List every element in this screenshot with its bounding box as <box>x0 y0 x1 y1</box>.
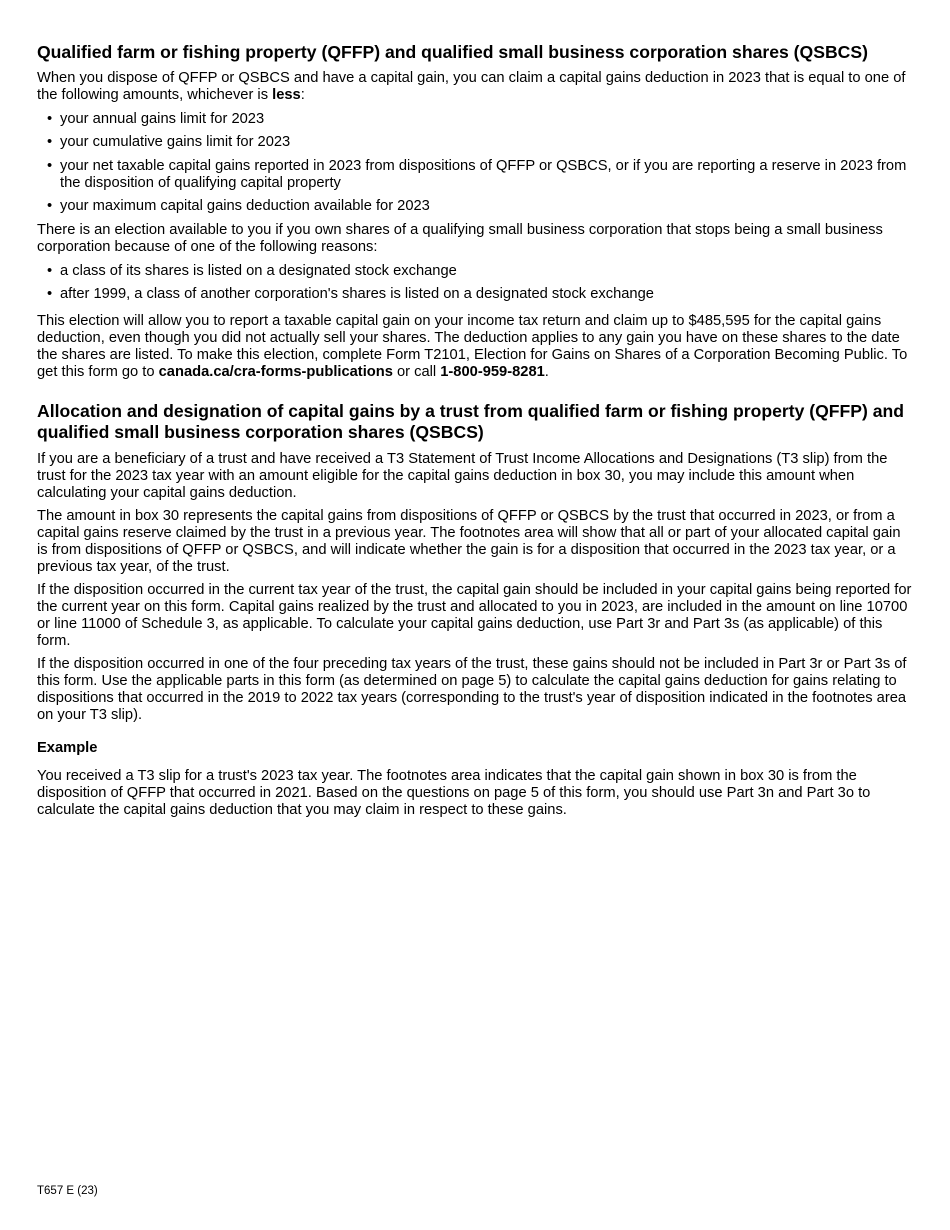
list-item <box>37 198 915 215</box>
form-code-footer: T657 E (23) <box>37 1185 98 1197</box>
list-item <box>37 263 915 280</box>
list-item <box>37 158 915 192</box>
qffp-intro-paragraph <box>37 70 915 104</box>
intro-bold-less: less <box>272 86 301 103</box>
document-page <box>37 42 915 825</box>
intro-colon: : <box>300 86 305 103</box>
phone-number: 1-800-959-8281 <box>440 364 545 380</box>
beneficiary-paragraph: If you are a beneficiary of a trust and have received a T3 Statement of Trust Income Allocations and Designations (T3 slip) from the trust for the 2023 tax year with an amount eligible for the capital gains deduction in box 30, you may include this amount when calculating your capital gains deduction. <box>37 451 888 501</box>
list-item <box>37 286 915 303</box>
list-item-text: a class of its shares is listed on a designated stock exchange <box>60 262 457 279</box>
current-year-paragraph: If the disposition occurred in the current tax year of the trust, the capital gain should be included in your capital gains being reported for the current year on this form. Capital gains realized by the trust and allocated to you in 2023, are included in the amount on line 10700 or line 11000 of Schedule 3, as applicable. To calculate your capital gains deduction, use Part 3r and Part 3s (as applicable) of this form. <box>37 582 912 649</box>
period-text: . <box>544 364 549 380</box>
election-details-paragraph <box>37 313 915 381</box>
election-text: This election will allow you to report a taxable capital gain on your income tax return and claim up to $485,595 for the capital gains deduction, even though you did not actually sell your shares. The deduction applies to any gain you have on these shares to the date the shares are listed. To make this election, complete Form T2101, Election for Gains on Shares of a Corporation Becoming Public. To get this form go to <box>37 313 908 380</box>
bullet-icon: • <box>47 134 53 150</box>
list-item-text: your annual gains limit for 2023 <box>60 110 265 127</box>
list-item-text: your cumulative gains limit for 2023 <box>60 134 291 150</box>
or-call-text: or call <box>392 364 441 380</box>
bullet-icon: • <box>47 286 53 302</box>
list-item-text: after 1999, a class of another corporation's shares is listed on a designated stock exchange <box>60 286 654 302</box>
deduction-amounts-list <box>37 111 915 216</box>
trust-allocation-heading: Allocation and designation of capital gains by a trust from qualified farm or fishing property (QFFP) and qualified small business corporation shares (QSBCS) <box>37 401 905 442</box>
election-reasons-list <box>37 263 915 304</box>
list-item <box>37 111 915 128</box>
bullet-icon: • <box>47 157 53 174</box>
box30-paragraph: The amount in box 30 represents the capital gains from dispositions of QFFP or QSBCS by the trust that occurred in 2023, or from a capital gains reserve claimed by the trust in a previous year. The footnotes area will show that all or part of your allocated capital gain is from dispositions of QFFP or QSBCS, and will indicate whether the gain is for a disposition that occurred in the 2023 tax year, or a previous tax year, of the trust. <box>37 508 901 575</box>
list-item-text: your maximum capital gains deduction available for 2023 <box>60 198 430 214</box>
bullet-icon: • <box>47 198 53 214</box>
qffp-qsbcs-heading: Qualified farm or fishing property (QFFP) and qualified small business corporation shares (QSBCS) <box>37 42 868 62</box>
bullet-icon: • <box>47 262 53 279</box>
bullet-icon: • <box>47 110 53 127</box>
example-heading: Example <box>37 740 98 756</box>
election-intro-paragraph: There is an election available to you if you own shares of a qualifying small business corporation that stops being a small business corporation because of one of the following reasons: <box>37 221 883 255</box>
list-item-text: your net taxable capital gains reported in 2023 from dispositions of QFFP or QSBCS, or if you are reporting a reserve in 2023 from the disposition of qualifying capital property <box>60 157 907 191</box>
preceding-years-paragraph: If the disposition occurred in one of the four preceding tax years of the trust, these gains should not be included in Part 3r or Part 3s of this form. Use the applicable parts in this form (as determined on page 5) to calculate the capital gains deduction for gains relating to dispositions that occurred in the 2019 to 2022 tax years (corresponding to the trust's year of disposition indicated in the footnotes area on your T3 slip). <box>37 656 907 723</box>
intro-text: When you dispose of QFFP or QSBCS and have a capital gain, you can claim a capital gains deduction in 2023 that is equal to one of the following amounts, whichever is <box>37 69 906 103</box>
list-item <box>37 134 915 151</box>
forms-publications-link[interactable]: canada.ca/cra-forms-publications <box>158 364 393 380</box>
example-paragraph: You received a T3 slip for a trust's 2023 tax year. The footnotes area indicates that the capital gain shown in box 30 is from the disposition of QFFP that occurred in 2021. Based on the questions on page 5 of this form, you should use Part 3n and Part 3o to calculate the capital gains deduction that you may claim in respect to these gains. <box>37 768 871 818</box>
